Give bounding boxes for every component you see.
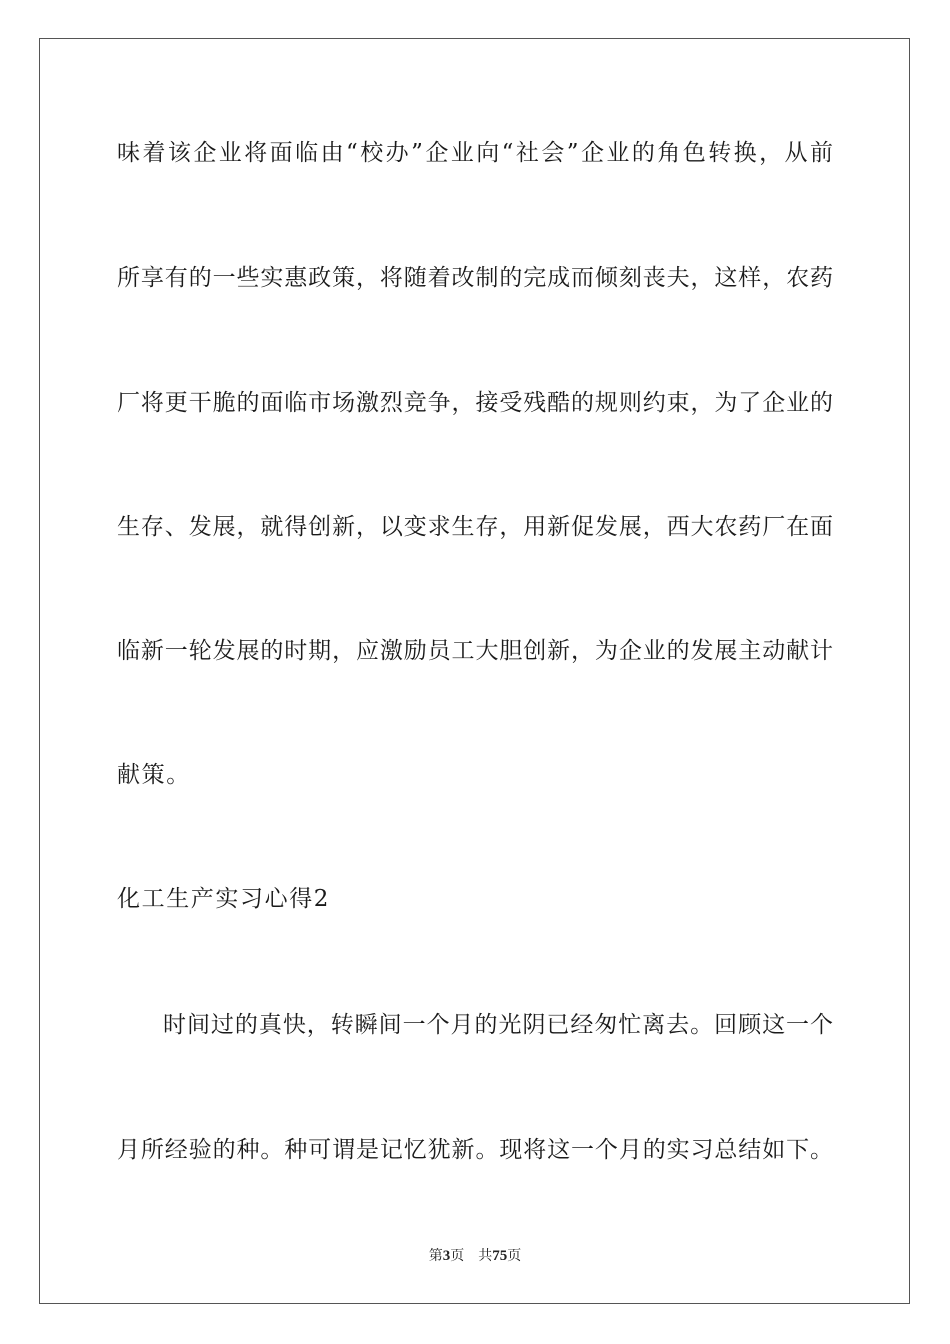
footer-total-unit: 页 (507, 1248, 522, 1264)
page-footer (0, 1247, 950, 1265)
paragraph2-line-2: 月所经验的种。种可谓是记忆犹新。现将这一个月的实习总结如下。 (117, 1137, 833, 1163)
footer-total-prefix: 共 (478, 1248, 493, 1264)
body-line-6: 献策。 (117, 762, 191, 788)
footer-total-pages: 75 (492, 1248, 508, 1264)
page-frame (39, 38, 910, 1304)
body-line-2: 所享有的一些实惠政策，将随着改制的完成而倾刻丧夫，这样，农药 (117, 265, 833, 291)
section-title: 化工生产实习心得2 (117, 886, 331, 912)
footer-current-page: 3 (442, 1248, 451, 1264)
body-line-3: 厂将更干脆的面临市场激烈竞争，接受残酷的规则约束，为了企业的 (117, 390, 833, 416)
footer-page-unit: 页 (450, 1248, 465, 1264)
body-line-5: 临新一轮发展的时期，应激励员工大胆创新，为企业的发展主动献计 (117, 638, 833, 664)
footer-prefix: 第 (428, 1248, 443, 1264)
paragraph2-line-1: 时间过的真快，转瞬间一个月的光阴已经匆忙离去。回顾这一个 (163, 1012, 833, 1038)
body-line-1: 味着该企业将面临由“校办”企业向“社会”企业的角色转换，从前 (117, 140, 833, 166)
body-line-4: 生存、发展，就得创新，以变求生存，用新促发展，西大农药厂在面 (117, 514, 833, 540)
